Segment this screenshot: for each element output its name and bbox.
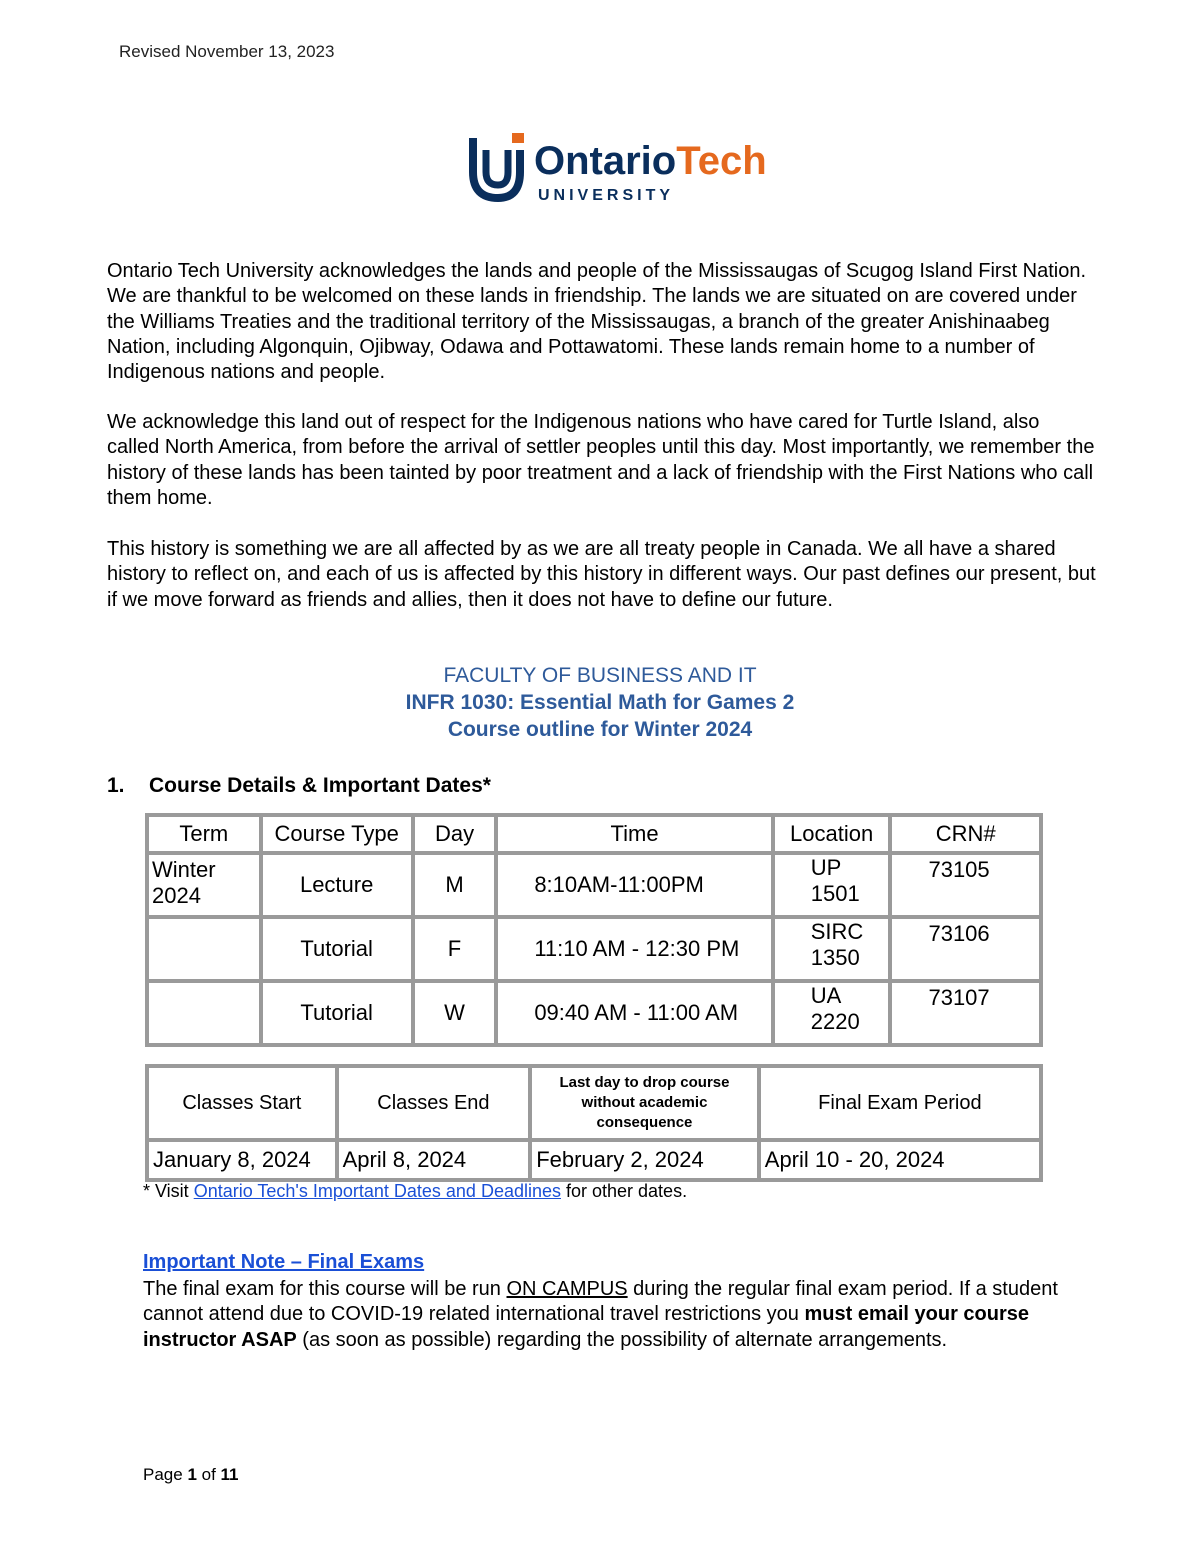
svg-text:OntarioTech [534,139,767,183]
logo-word-1: Ontario [534,139,677,183]
time-cell: 11:10 AM - 12:30 PM [496,917,772,981]
classes-end-value: April 8, 2024 [337,1140,531,1180]
day-cell: F [413,917,497,981]
header-final-exam-period: Final Exam Period [759,1066,1041,1140]
acknowledgement-paragraph-1: Ontario Tech University acknowledges the lands and people of the Mississaugas of Scugog Island First Nation. We are thankful to be welcomed on these lands in friendship. The lands we are situated on are covered under the Williams Treaties and the traditional territory of the Mississaugas, a branch of the greater Anishinaabeg Nation, including Algonquin, Ojibway, Odawa and Pottawatomi. These lands remain home to a number of Indigenous nations and people. [107,260,1087,384]
schedule-header-row [147,815,1041,853]
section-title: Course Details & Important Dates* [149,774,491,797]
term-cell [147,917,261,981]
header-term: Term [147,815,261,853]
term-cell: Winter 2024 [147,853,261,917]
revised-date: Revised November 13, 2023 [119,42,335,61]
time-cell: 09:40 AM - 11:00 AM [496,981,772,1045]
crn-cell: 73106 [890,917,1041,981]
table-row [147,853,1041,917]
term-cell [147,981,261,1045]
ontario-tech-logo [468,128,768,208]
table-row [147,1140,1041,1180]
header-time: Time [496,815,772,853]
drop-deadline-value: February 2, 2024 [530,1140,759,1180]
header-classes-start: Classes Start [147,1066,337,1140]
header-location: Location [773,815,891,853]
visit-note: * Visit Ontario Tech's Important Dates and Deadlines for other dates. [143,1181,688,1201]
time-cell: 8:10AM-11:00PM [496,853,772,917]
header-course-type: Course Type [261,815,413,853]
header-day: Day [413,815,497,853]
day-cell: W [413,981,497,1045]
logo-sub: UNIVERSITY [538,187,675,204]
table-row [147,917,1041,981]
crn-cell: 73107 [890,981,1041,1045]
final-exams-note-heading[interactable]: Important Note – Final Exams [143,1251,425,1273]
type-cell: Tutorial [261,917,413,981]
day-cell: M [413,853,497,917]
important-dates-table [145,1064,1043,1182]
logo-word-2: Tech [676,139,767,183]
logo-mark [468,128,768,208]
section-heading [107,774,491,798]
type-cell: Tutorial [261,981,413,1045]
course-title: INFR 1030: Essential Math for Games 2 [405,691,795,714]
final-exam-period-value: April 10 - 20, 2024 [759,1140,1041,1180]
page-number: Page 1 of 11 [143,1465,239,1484]
outline-title: Course outline for Winter 2024 [447,718,753,741]
dates-header-row [147,1066,1041,1140]
schedule-table [145,813,1043,1047]
final-exams-note-body: The final exam for this course will be run ON CAMPUS during the regular final exam period. If a student cannot attend due to COVID-19 related international travel restrictions you must email your course instructor ASAP (as soon as possible) regarding the possibility of alternate arrangements. [143,1278,1058,1351]
classes-start-value: January 8, 2024 [147,1140,337,1180]
faculty-title: FACULTY OF BUSINESS AND IT [443,664,757,687]
location-cell: UP 1501 [773,853,891,917]
type-cell: Lecture [261,853,413,917]
acknowledgement-paragraph-3: This history is something we are all affected by as we are all treaty people in Canada. We all have a shared history to reflect on, and each of us is affected by this history in different ways. Our past defines our present, but if we move forward as friends and allies, then it does not have to define our future. [107,538,1096,611]
acknowledgement-paragraph-2: We acknowledge this land out of respect for the Indigenous nations who have cared for Turtle Island, also called North America, from before the arrival of settler peoples until this day. Most importantly, we remember the history of these lands has been tainted by poor treatment and a lack of friendship with the First Nations who call them home. [107,411,1095,509]
section-number: 1. [107,774,125,797]
crn-cell: 73105 [890,853,1041,917]
table-row [147,981,1041,1045]
location-cell: SIRC 1350 [773,917,891,981]
header-crn: CRN# [890,815,1041,853]
location-cell: UA 2220 [773,981,891,1045]
header-drop-deadline: Last day to drop course without academic consequence [530,1066,759,1140]
header-classes-end: Classes End [337,1066,531,1140]
important-dates-link[interactable]: Ontario Tech's Important Dates and Deadlines [193,1181,561,1201]
